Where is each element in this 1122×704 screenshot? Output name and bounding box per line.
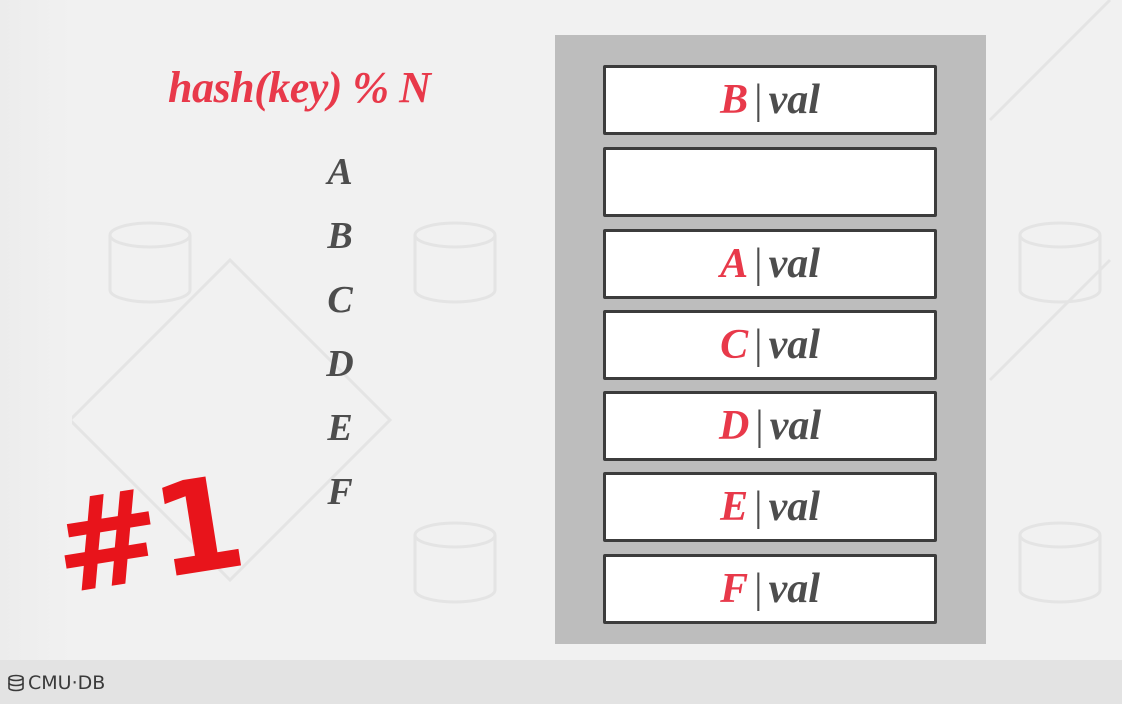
slot-separator: | — [754, 77, 763, 123]
slot-key: E — [720, 484, 749, 530]
slot-value: val — [768, 322, 820, 368]
key-c: C — [327, 279, 353, 321]
hash-slot-5 — [603, 472, 937, 542]
slot-value: val — [768, 77, 820, 123]
slot-separator: | — [754, 484, 763, 530]
hash-slot-1 — [603, 147, 937, 217]
hash-slot-4 — [603, 391, 937, 461]
slot-value: val — [769, 403, 822, 449]
key-f: F — [327, 471, 353, 513]
slot-separator: | — [754, 322, 763, 368]
slot-value: val — [768, 484, 820, 530]
hash-formula: hash(key) % N — [168, 63, 431, 112]
slot-separator: | — [754, 241, 763, 287]
hash-slot-3 — [603, 310, 937, 380]
slot-value: val — [768, 566, 820, 612]
hash-slot-2 — [603, 229, 937, 299]
number-one-badge: #1 — [43, 448, 249, 625]
key-d: D — [326, 343, 354, 385]
footer-bar — [0, 660, 1122, 704]
slot-key: A — [720, 241, 749, 287]
hash-slot-6 — [603, 554, 937, 624]
key-b: B — [327, 215, 353, 257]
slot-key: B — [720, 77, 749, 123]
slot-separator: | — [755, 403, 764, 449]
database-icon — [7, 674, 25, 692]
slot-key: F — [720, 566, 749, 612]
cmu-db-logo — [7, 672, 105, 694]
slot-key: C — [720, 322, 749, 368]
slot-key: D — [718, 403, 750, 449]
slot-separator: | — [754, 566, 763, 612]
hash-slot-0 — [603, 65, 937, 135]
key-e: E — [327, 407, 353, 449]
logo-text: CMU·DB — [28, 672, 106, 694]
slot-value: val — [768, 241, 820, 287]
key-a: A — [327, 151, 353, 193]
